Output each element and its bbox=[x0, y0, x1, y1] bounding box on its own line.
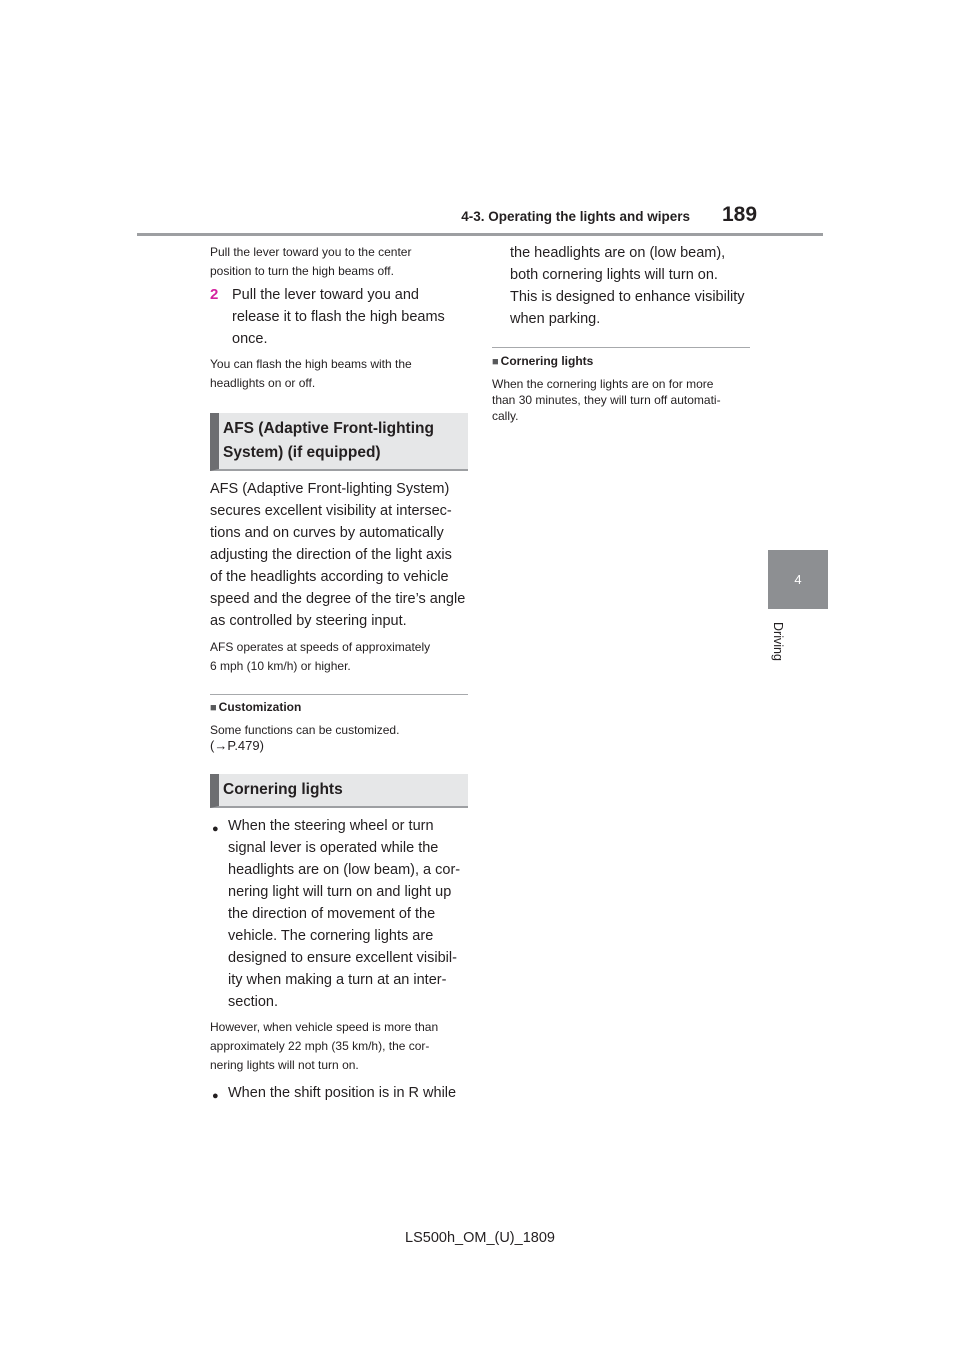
bullet-cornering-turn: ● When the steering wheel or turn signal lever is operated while the headlights are on (low beam), a cor- nering light will turn on and light up the direction of movement of the vehicle. The cornering lights are designed to ensure excellent visibil- ity when making a turn at an inter- section. bbox=[212, 818, 461, 1010]
afs-heading: AFS (Adaptive Front-lighting System) (if equipped) bbox=[210, 413, 468, 471]
step-text: Pull the lever toward you and release it to flash the high beams once. bbox=[232, 287, 445, 347]
page-reference-link[interactable]: (→P.479) bbox=[210, 738, 264, 753]
page-number: 189 bbox=[722, 203, 758, 226]
cornering-timeout-note: When the cornering lights are on for more than 30 minutes, they will turn off automati- cally. bbox=[492, 377, 721, 423]
bullet-reverse: ● When the shift position is in R while bbox=[212, 1082, 474, 1104]
cornering-sub-heading: ■ Cornering lights bbox=[492, 354, 594, 368]
paragraph-flash-note: You can flash the high beams with the headlights on or off. bbox=[210, 357, 412, 390]
cornering-lights-heading: Cornering lights bbox=[210, 774, 468, 808]
reverse-continuation: the headlights are on (low beam), both cornering lights will turn on. This is designed to enhance visibility when parking. bbox=[510, 245, 745, 327]
afs-speed-note: AFS operates at speeds of approximately 6 mph (10 km/h) or higher. bbox=[210, 640, 431, 673]
chapter-number: 4 bbox=[794, 572, 802, 587]
chapter-label: Driving bbox=[771, 622, 785, 661]
divider-customization bbox=[210, 694, 468, 695]
document-id: LS500h_OM_(U)_1809 bbox=[405, 1230, 555, 1246]
header-divider bbox=[137, 233, 823, 236]
square-bullet-icon: ■ bbox=[210, 702, 217, 714]
paragraph-high-beams-off: Pull the lever toward you to the center position to turn the high beams off. bbox=[210, 245, 412, 278]
cornering-speed-note: However, when vehicle speed is more than approximately 22 mph (35 km/h), the cor- nering lights will not turn on. bbox=[210, 1020, 439, 1072]
step-number: 2 bbox=[210, 286, 219, 303]
bullet-icon: ● bbox=[212, 823, 219, 835]
square-bullet-icon: ■ bbox=[492, 356, 499, 368]
divider-cornering-sub bbox=[492, 347, 750, 348]
customization-body: Some functions can be customized. (→P.479) bbox=[210, 722, 472, 754]
section-title: 4-3. Operating the lights and wipers bbox=[461, 209, 690, 224]
customization-heading: ■ Customization bbox=[210, 700, 302, 714]
chapter-tab[interactable] bbox=[768, 550, 828, 609]
bullet-icon: ● bbox=[212, 1090, 219, 1102]
afs-description: AFS (Adaptive Front-lighting System) secures excellent visibility at intersec- tions and on curves by automatically adjusting the direction of the light axis of the headlights according to vehicle speed and the degree of the tire’s angle as controlled by steering input. bbox=[210, 481, 466, 629]
